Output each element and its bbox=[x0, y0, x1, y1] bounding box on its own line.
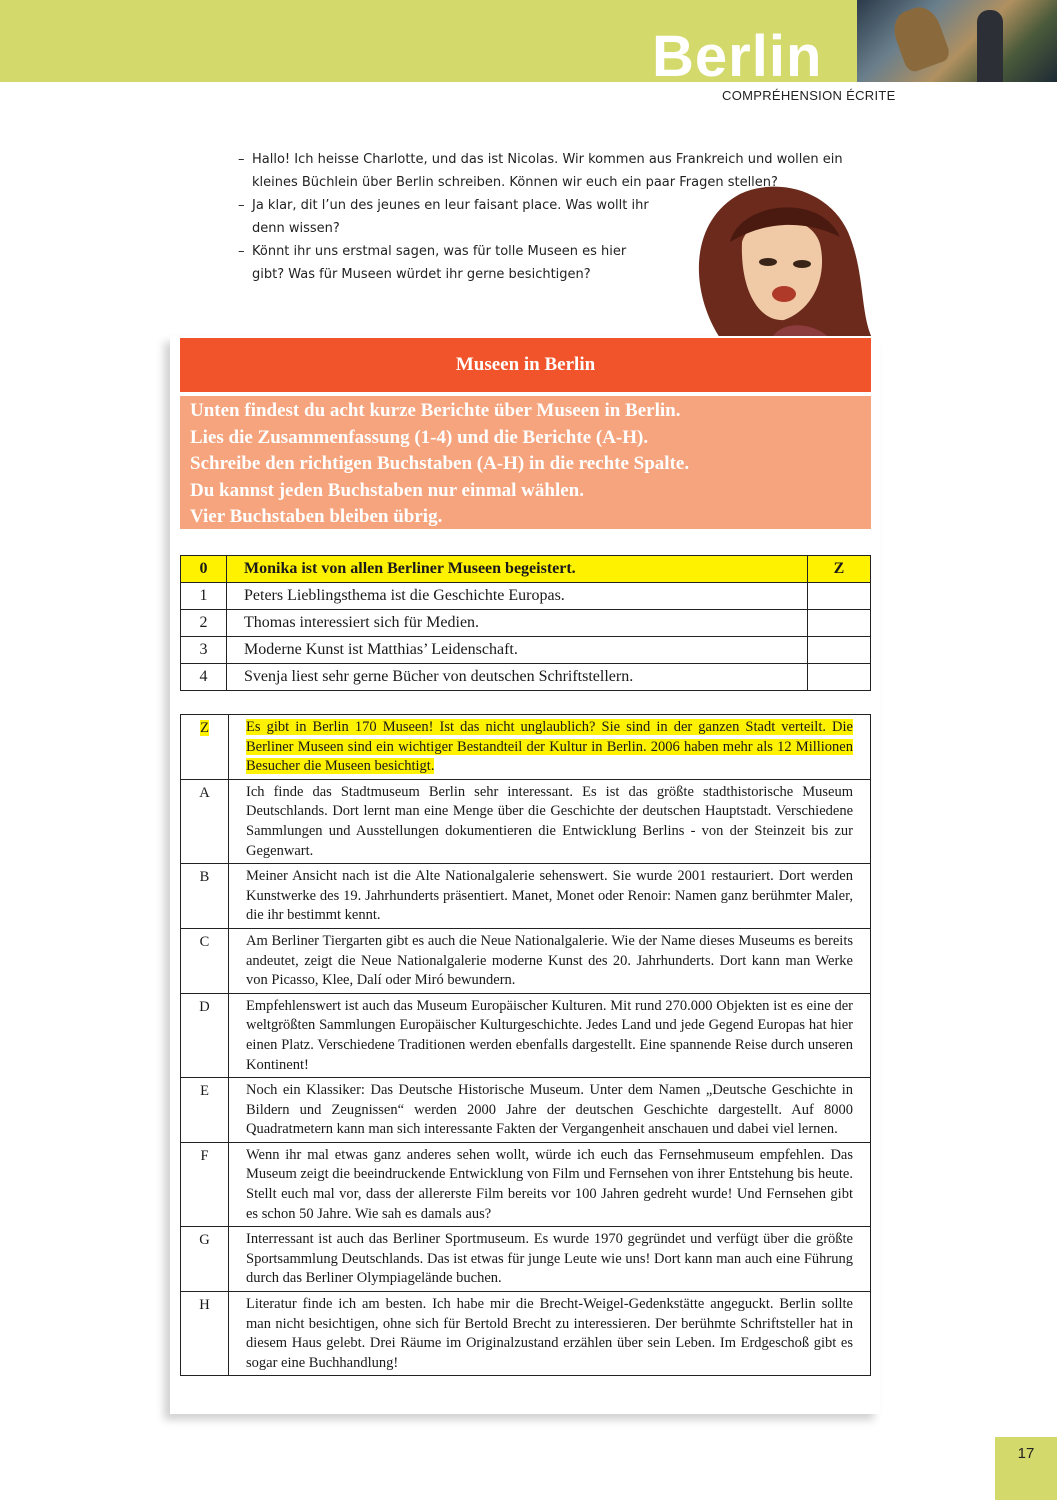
section-title: Museen in Berlin bbox=[180, 338, 871, 392]
item-number: 4 bbox=[181, 664, 227, 691]
instruction-line: Vier Buchstaben bleiben übrig. bbox=[190, 506, 443, 527]
item-number: 3 bbox=[181, 637, 227, 664]
report-text-highlight: Es gibt in Berlin 170 Museen! Ist das nicht unglaublich? Sie sind in der ganzen Stadt verteilt. Die Berliner Museen sind ein wichtiger Bestandteil der Kultur in Berlin. 2006 haben mehr als 12 Millionen Besucher die Museen besichtigt. bbox=[246, 719, 853, 775]
instruction-line: Unten findest du acht kurze Berichte über Museen in Berlin. bbox=[190, 400, 681, 421]
item-number: 1 bbox=[181, 583, 227, 610]
instruction-line: Du kannst jeden Buchstaben nur einmal wählen. bbox=[190, 479, 584, 501]
instruction-line: Schreibe den richtigen Buchstaben (A-H) in die rechte Spalte. bbox=[190, 453, 690, 474]
item-text: Monika ist von allen Berliner Museen begeistert. bbox=[227, 556, 808, 583]
item-number: 2 bbox=[181, 610, 227, 637]
report-text: Meiner Ansicht nach ist die Alte Nationalgalerie sehenswert. Sie wurde 2001 restauriert. Dort werden Kunstwerke des 19. Jahrhunderts präsentiert. Manet, Monet oder Renoir: Namen ganz berühmter Maler, die ihr bestimmt kennt. bbox=[229, 864, 871, 929]
report-letter: B bbox=[181, 864, 229, 929]
dialog-line: – Ja klar, dit l’un des jeunes en leur faisant place. Was wollt ihr denn wissen? bbox=[238, 194, 652, 240]
instructions-box bbox=[180, 396, 871, 529]
table-row bbox=[181, 1142, 871, 1226]
dialog-line: – Hallo! Ich heisse Charlotte, und das ist Nicolas. Wir kommen aus Frankreich und wollen ein kleines Büchlein über Berlin schreiben. Können wir euch ein paar Fragen stellen? bbox=[238, 148, 872, 194]
report-text bbox=[229, 715, 871, 780]
answer-cell[interactable] bbox=[808, 664, 871, 691]
report-text: Noch ein Klassiker: Das Deutsche Historische Museum. Unter dem Namen „Deutsche Geschichte in Bildern und Zeugnissen“ werden 2000 Jahre der deutschen Geschichte dargestellt. Auf 8000 Quadratmetern kann man sich interessante Fakten der Vergangenheit anschauen und dabei viel lernen. bbox=[229, 1078, 871, 1143]
report-text: Wenn ihr mal etwas ganz anderes sehen wollt, würde ich euch das Fernsehmuseum empfehlen. Das Museum zeigt die beeindruckende Entwicklung von Film und Fernsehen von ihrer Entstehung bis heute. Stellt euch mal vor, dass der allererste Film bereits vor 100 Jahren gedreht wurde! Und Fernsehen gibt es schon 50 Jahre. Wie sah es damals aus? bbox=[229, 1142, 871, 1226]
item-text: Moderne Kunst ist Matthias’ Leidenschaft. bbox=[227, 637, 808, 664]
report-letter: G bbox=[181, 1227, 229, 1292]
item-text: Thomas interessiert sich für Medien. bbox=[227, 610, 808, 637]
item-number: 0 bbox=[181, 556, 227, 583]
girl-illustration bbox=[680, 182, 872, 338]
table-row bbox=[181, 610, 871, 637]
item-text: Peters Lieblingsthema ist die Geschichte Europas. bbox=[227, 583, 808, 610]
report-text: Empfehlenswert ist auch das Museum Europäischer Kulturen. Mit rund 270.000 Objekten ist es eine der weltgrößten Sammlungen Europäischer Kulturgeschichte. Jedes Land und jede Gegend Europas hat hier einen Platz. Verschiedene Traditionen werden ebenfalls dargestellt. Eine spannende Reise durch unseren Kontinent! bbox=[229, 993, 871, 1077]
report-letter: C bbox=[181, 928, 229, 993]
report-text: Interressant ist auch das Berliner Sportmuseum. Es wurde 1970 gegründet und verfügt über die größte Sportsammlung Deutschlands. Das ist etwas für junge Leute wie uns! Dort kann man auch eine Führung durch das Berliner Olympiagelände buchen. bbox=[229, 1227, 871, 1292]
table-row bbox=[181, 928, 871, 993]
report-letter: F bbox=[181, 1142, 229, 1226]
page-number: 17 bbox=[995, 1437, 1057, 1500]
report-letter: D bbox=[181, 993, 229, 1077]
page-title: Berlin bbox=[652, 24, 823, 89]
summary-table bbox=[180, 555, 871, 691]
table-row bbox=[181, 864, 871, 929]
report-text: Ich finde das Stadtmuseum Berlin sehr interessant. Es ist das größte stadthistorische Museum Deutschlands. Dort lernt man eine Menge über die Geschichte der deutschen Hauptstadt. Verschiedene Sammlungen und Ausstellungen dokumentieren die Entwicklung Berlins - von der Steinzeit bis zur Gegenwart. bbox=[229, 779, 871, 863]
reports-table bbox=[180, 714, 871, 1376]
answer-cell: Z bbox=[808, 556, 871, 583]
item-text: Svenja liest sehr gerne Bücher von deutschen Schriftstellern. bbox=[227, 664, 808, 691]
report-letter: E bbox=[181, 1078, 229, 1143]
answer-cell[interactable] bbox=[808, 610, 871, 637]
section-label: COMPRÉHENSION ÉCRITE bbox=[722, 88, 896, 103]
instruction-line: Lies die Zusammenfassung (1-4) und die Berichte (A-H). bbox=[190, 426, 649, 448]
report-letter: H bbox=[181, 1292, 229, 1376]
table-row bbox=[181, 1078, 871, 1143]
table-row bbox=[181, 637, 871, 664]
table-row bbox=[181, 715, 871, 780]
table-row bbox=[181, 993, 871, 1077]
report-letter-text: Z bbox=[200, 720, 209, 736]
report-letter bbox=[181, 715, 229, 780]
church-tower bbox=[977, 10, 1003, 82]
table-row bbox=[181, 1227, 871, 1292]
answer-cell[interactable] bbox=[808, 583, 871, 610]
table-row bbox=[181, 664, 871, 691]
table-row bbox=[181, 583, 871, 610]
table-row bbox=[181, 779, 871, 863]
table-row bbox=[181, 556, 871, 583]
table-row bbox=[181, 1292, 871, 1376]
report-text: Am Berliner Tiergarten gibt es auch die Neue Nationalgalerie. Wie der Name dieses Museums es bereits andeutet, zeigt die Neue Nationalgalerie moderne Kunst des 20. Jahrhunderts. Dort kann man Werke von Picasso, Klee, Dalí oder Miró bewundern. bbox=[229, 928, 871, 993]
answer-cell[interactable] bbox=[808, 637, 871, 664]
dialog-line: – Könnt ihr uns erstmal sagen, was für tolle Museen es hier gibt? Was für Museen würdet ihr gerne besichtigen? bbox=[238, 240, 652, 286]
header-photo bbox=[857, 0, 1057, 82]
report-letter: A bbox=[181, 779, 229, 863]
athlete-figure bbox=[888, 2, 952, 74]
report-text: Literatur finde ich am besten. Ich habe mir die Brecht-Weigel-Gedenkstätte angeguckt. Berlin sollte man nicht besichtigen, ohne sich für Bertold Brecht zu interessieren. Der berühmte Schriftsteller hat in diesem Haus gelebt. Drei Räume im Originalzustand erzählen über sein Leben. Im Erdgeschoß gibt es sogar eine Buchhandlung! bbox=[229, 1292, 871, 1376]
